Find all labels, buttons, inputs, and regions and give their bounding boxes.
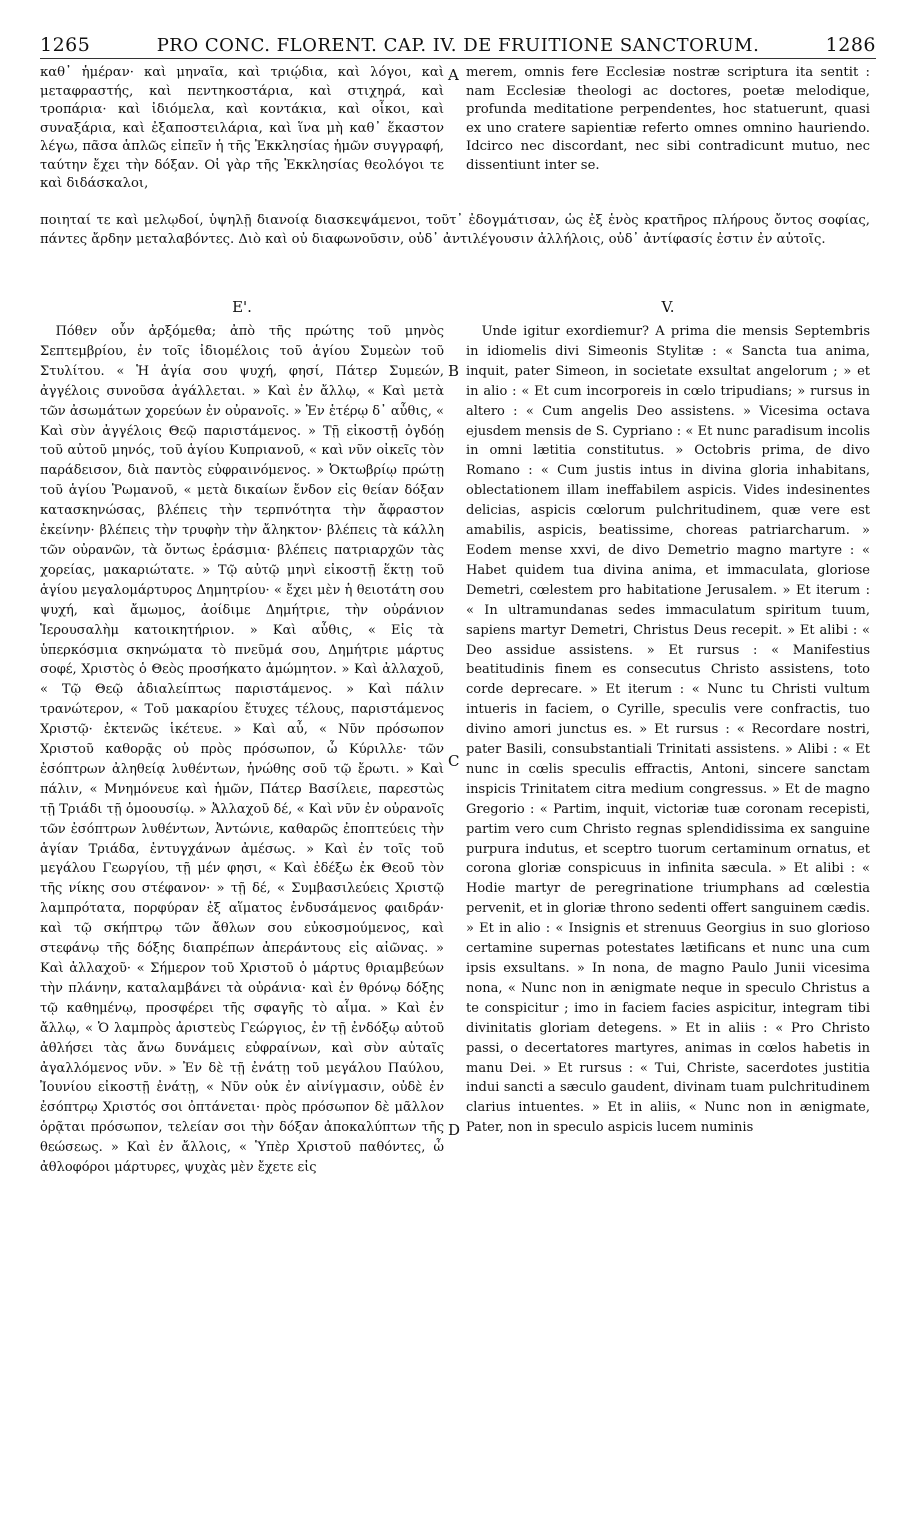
greek-body-text: Πόθεν οὖν ἀρξόμεθα; ἀπὸ τῆς πρώτης τοῦ μηνὸς Σεπτεμβρίου, ἐν τοῖς ἰδιομέλοις τοῦ ἁγίου Συμεὼν τοῦ Στυλίτου. « Ἡ ἁγία σου ψυχή, φησί, Πάτερ Συμεών, ἀγγέλοις συνοῦσα ἀγάλλεται. » Καὶ ἐν ἄλλῳ, « Καὶ μετὰ τῶν ἀσωμάτων χορεύων ἐν οὐρανοῖς. » Ἐν ἑτέρῳ δ᾽ αὖθις, « Καὶ σὺν ἀγγέλοις Θεῷ παριστάμενος. » Τῇ εἰκοστῇ ὀγδόῃ τοῦ αὐτοῦ μηνός, τοῦ ἁγίου Κυπριανοῦ, « καὶ νῦν οἰκεῖς τὸν παράδεισον, διὰ παντὸς εὐφραινόμενος. » Ὀκτωβρίῳ πρώτῃ τοῦ ἁγίου Ῥωμανοῦ, « μετὰ δικαίων ἔνδον εἰς θείαν δόξαν κατασκηνώσας, βλέπεις τὴν τερπνότητα τὴν ἄφραστον ἐκείνην· βλέπεις τὴν τρυφὴν τὴν ἄληκτον· βλέπεις τὰ κάλλη τῶν οὐρανῶν, τὰ ὄντως ἐράσμια· βλέπεις πατριαρχῶν τὰς χορείας, μακαριώτατε. » Τῷ αὐτῷ μηνὶ εἰκοστῇ ἕκτῃ τοῦ ἁγίου μεγαλομάρτυρος Δημητρίου· « ἔχει μὲν ἡ θειοτάτη σου ψυχή, καὶ ἄμωμος, ἀοίδιμε Δημήτριε, τὴν οὐράνιον Ἱερουσαλὴμ κατοικητήριον. » Καὶ αὖθις, « Εἰς τὰ ὑπερκόσμια σκηνώματα τὸ πνεῦμά σου, Δημήτριε μάρτυς σοφέ, Χριστὸς ὁ Θεὸς προσήκατο ἀμώμητον. » Καὶ ἀλλαχοῦ, « Τῷ Θεῷ ἀδιαλείπτως παριστάμενος. » Καὶ πάλιν τρανώτερον, « Τοῦ μακαρίου ἔτυχες τέλους, παριστάμενος Χριστῷ· ἐκτενῶς ἱκέτευε. » Καὶ αὖ, « Νῦν πρόσωπον Χριστοῦ καθορᾷς οὐ πρὸς πρόσωπον, ὦ Κύριλλε· τῶν ἐσόπτρων ἀληθείᾳ λυθέντων, ἡνώθης σοῦ τῷ ἔρωτι. » Καὶ πάλιν, « Μνημόνευε καὶ ἡμῶν, Πάτερ Βασίλειε, παρεστὼς τῇ Τριάδι τῇ ὁμοουσίῳ. » Ἀλλαχοῦ δέ, « Καὶ νῦν ἐν οὐρανοῖς τῶν ἐσόπτρων λυθέντων, Ἀντώνιε, καθαρῶς ἐποπτεύεις τὴν ἁγίαν Τριάδα, ἐντυγχάνων ἀμέσως. » Καὶ ἐν τοῖς τοῦ μεγάλου Γεωργίου, τῇ μέν φησι, « Καὶ ἐδέξω ἐκ Θεοῦ τὸν τῆς νίκης σου στέφανον· » τῇ δέ, « Συμβασιλεύεις Χριστῷ λαμπρότατα, πορφύραν ἐξ αἵματος ἐνδυσάμενος φαιδράν· καὶ τῷ σκήπτρῳ τῶν ἄθλων σου εὐκοσμούμενος, καὶ στεφάνῳ τῆς δόξης διαπρέπων ἀπεράντους εἰς αἰῶνας. » Καὶ ἀλλαχοῦ· « Σήμερον τοῦ Χριστοῦ ὁ μάρτυς θριαμβεύων τὴν πλάνην, καταλαμβάνει τὰ οὐράνια· καὶ ἐν θρόνῳ δόξης τῷ καθημένῳ, προσφέρει τῆς σφαγῆς τὸ αἷμα. » Καὶ ἐν ἄλλῳ, « Ὁ λαμπρὸς ἀριστεὺς Γεώργιος, ἐν τῇ ἐνδόξῳ αὐτοῦ ἀθλήσει τὰς ἄνω δυνάμεις εὐφραίνων, καὶ σὺν αὐταῖς ἀγαλλόμενος νῦν. » Ἐν δὲ τῇ ἐνάτῃ τοῦ μεγάλου Παύλου, Ἰουνίου εἰκοστῇ ἐνάτῃ, « Νῦν οὐκ ἐν αἰνίγμασιν, οὐδὲ ἐν ἐσόπτρῳ Χριστός σοι ὀπτάνεται· πρὸς πρόσωπον δὲ μᾶλλον ὁρᾷται πρόσωπον, τελείαν σοι τὴν δόξαν ἀποκαλύπτων τῆς θεώσεως. » Καὶ ἐν ἄλλοις, « Ὑπὲρ Χριστοῦ παθόντες, ὦ ἀθλοφόροι μάρτυρες, ψυχὰς μὲν ἔχετε εἰς <box>40 324 444 1176</box>
latin-column-intro <box>466 64 870 175</box>
greek-intro-text: καθ᾽ ἡμέραν· καὶ μηναῖα, καὶ τριῴδια, καὶ λόγοι, καὶ μεταφραστής, καὶ πεντηκοστάρια, καὶ στιχηρά, καὶ τροπάρια· καὶ ἰδιόμελα, καὶ κοντάκια, καὶ οἶκοι, καὶ συναξάρια, καὶ ἐξαποστειλάρια, καὶ ἵνα μὴ καθ᾽ ἕκαστον λέγω, πᾶσα ἁπλῶς εἰπεῖν ἡ τῆς Ἐκκλησίας ἡμῶν συγγραφή, ταύτην ἔχει τὴν δόξαν. Οἱ γὰρ τῆς Ἐκκλησίας θεολόγοι τε καὶ διδάσκαλοι, <box>40 65 444 191</box>
page-number-left: 1265 <box>40 34 91 56</box>
latin-column-body <box>466 322 870 1138</box>
margin-marker-b: B <box>448 362 460 380</box>
greek-full-width <box>40 212 870 249</box>
page-number-right: 1286 <box>825 34 876 56</box>
margin-marker-c: C <box>448 752 460 770</box>
running-header <box>40 34 876 58</box>
section-heading-greek: Ε'. <box>232 298 252 316</box>
greek-column-body <box>40 322 444 1178</box>
header-rule <box>40 58 876 59</box>
greek-column-intro <box>40 64 444 194</box>
section-heading-latin: V. <box>661 298 675 316</box>
margin-marker-d: D <box>448 1121 461 1139</box>
running-title: PRO CONC. FLORENT. CAP. IV. DE FRUITIONE SANCTORUM. <box>156 35 760 56</box>
greek-full-text: ποιηταί τε καὶ μελῳδοί, ὑψηλῇ διανοίᾳ διασκεψάμενοι, τοῦτ᾽ ἐδογμάτισαν, ὡς ἐξ ἑνὸς κρατῆρος πλήρους ὄντος σοφίας, πάντες ἄρδην μεταλαβόντες. Διὸ καὶ οὐ διαφωνοῦσιν, οὐδ᾽ ἀντιλέγουσιν ἀλλήλοις, οὐδ᾽ ἀντίφασίς ἐστιν ἐν αὐτοῖς. <box>40 213 870 247</box>
margin-marker-a: A <box>448 66 459 84</box>
latin-intro-text: merem, omnis fere Ecclesiæ nostræ scriptura ita sentit : nam Ecclesiæ theologi ac doctores, poetæ melodique, profunda meditatione perpendentes, hoc statuerunt, quasi ex uno cratere sapientiæ referto omnes omnino hauriendo. Idcirco nec discordant, nec sibi contradicunt mutuo, nec dissentiunt inter se. <box>466 65 870 173</box>
latin-body-text: Unde igitur exordiemur? A prima die mensis Septembris in idiomelis divi Simeonis Stylitæ : « Sancta tua anima, inquit, pater Simeon, in societate exsultat angelorum ; » et in alio : « Et cum incorporeis in cœlo tripudians; » rursus in altero : « Cum angelis Deo assistens. » Vicesima octava ejusdem mensis de S. Cypriano : « Et nunc paradisum incolis in omni lætitia constitutus. » Octobris prima, de divo Romano : « Cum justis intus in divina gloria inhabitans, oblectationem illam ineffabilem aspicis. Vides indesinentes delicias, aspicis cœlorum pulchritudinem, quæ vere est amabilis, aspicis, beatissime, choreas patriarcharum. » Eodem mense xxvi, de divo Demetrio magno martyre : « Habet quidem tua divina anima, et immaculata, gloriose Demetri, cœlestem pro habitatione Jerusalem. » Et iterum : « In ultramundanas sedes immaculatum spiritum tuum, sapiens martyr Demetri, Christus Deus recepit. » Et alibi : « Deo assidue assistens. » Et rursus : « Manifestius beatitudinis finem es consecutus Christo assistens, toto corde deprecare. » Et iterum : « Nunc tu Christi vultum intueris in faciem, o Cyrille, speculis vere confractis, tuo divino amori junctus es. » Et rursus : « Recordare nostri, pater Basili, consubstantiali Trinitati assistens. » Alibi : « Et nunc in cœlis speculis effractis, Antoni, sincere sanctam inspicis Trinitatem citra medium congressus. » Et de magno Gregorio : « Partim, inquit, victoriæ tuæ coronam recepisti, partim vero cum Christo regnas splendidissima ex sanguine purpura indutus, et sceptro tuorum certaminum ornatus, et corona gloriæ conspicuus in infinita sæcula. » Et alibi : « Hodie martyr de peregrinatione triumphans ad cœlestia pervenit, et in gloriæ throno sedenti offert sanguinem cædis. » Et in alio : « Insignis et strenuus Georgius in suo glorioso certamine supernas potestates lætificans et nunc una cum ipsis exsultans. » In nona, de magno Paulo Junii vicesima nona, « Nunc non in ænigmate neque in speculo Christus a te conspicitur ; imo in faciem facies aspicitur, integram tibi divinitatis gloriam detegens. » Et in aliis : « Pro Christo passi, o decertatores martyres, animas in cœlos habetis in manu Dei. » Et rursus : « Tui, Christe, sacerdotes justitia indui sancti a sæculo gaudent, divinam tuam pulchritudinem clarius intuentes. » Et in aliis, « Nunc non in ænigmate, Pater, non in speculo aspicis lucem numinis <box>466 324 870 1136</box>
